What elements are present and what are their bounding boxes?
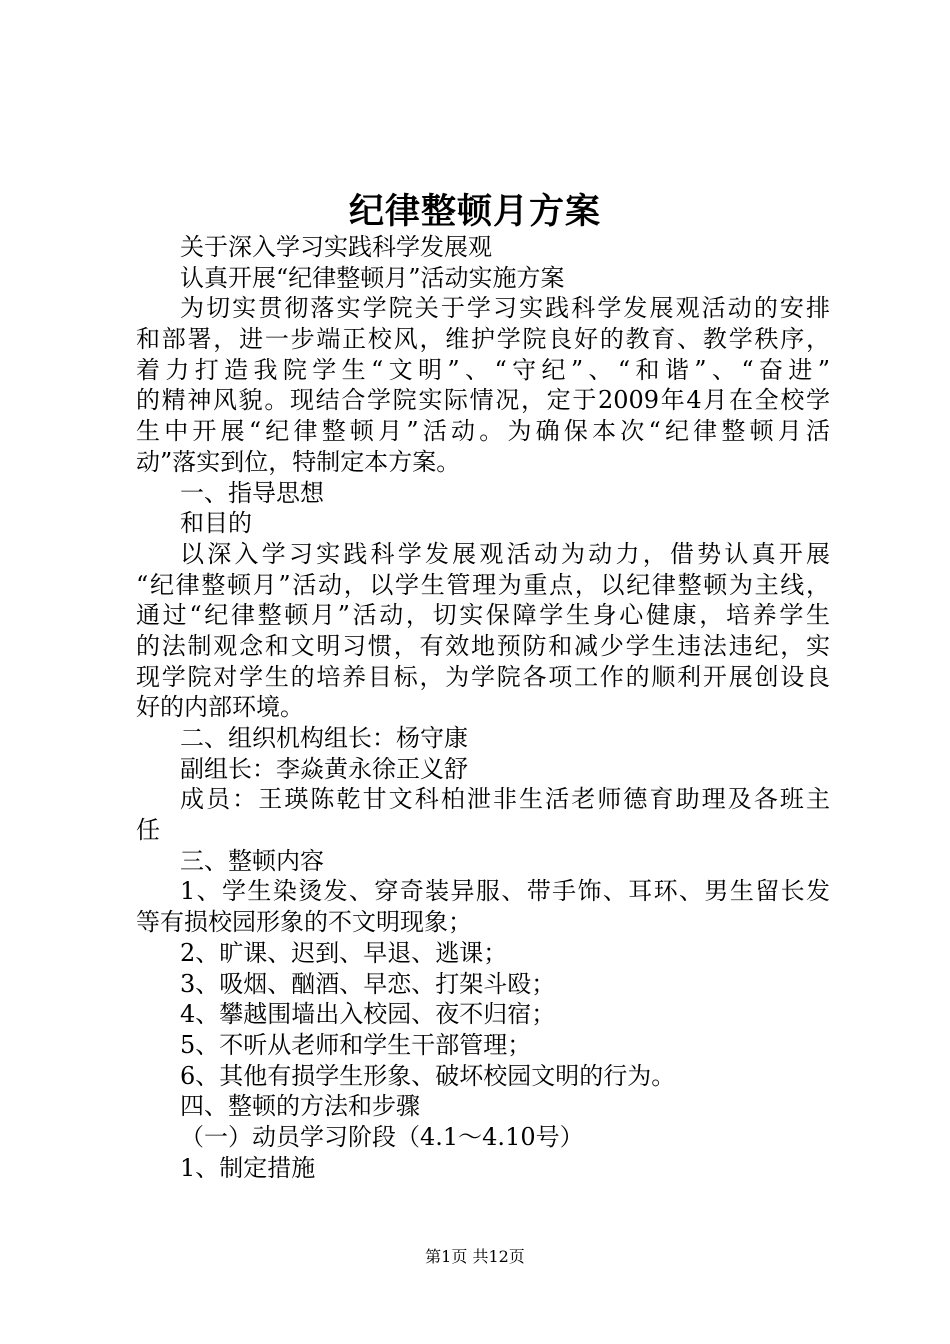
text-line: 等有损校园形象的不文明现象； bbox=[136, 908, 472, 937]
document-title: 纪律整顿月方案 bbox=[348, 191, 601, 232]
text-line: 和部署，进一步端正校风，维护学院良好的教育、教学秩序， bbox=[136, 325, 830, 354]
text-line: 的精神风貌。现结合学院实际情况，定于2009年4月在全校学 bbox=[136, 386, 830, 415]
page-footer: 第1页 共12页 bbox=[425, 1247, 525, 1266]
text-line: 6、其他有损学生形象、破坏校园文明的行为。 bbox=[180, 1061, 676, 1090]
text-line: 4、攀越围墙出入校园、夜不归宿； bbox=[180, 1000, 556, 1029]
text-line: 任 bbox=[136, 816, 160, 845]
document-body bbox=[136, 232, 830, 1183]
text-line: 二、组织机构组长：杨守康 bbox=[180, 724, 468, 752]
text-line: 以深入学习实践科学发展观活动为动力，借势认真开展 bbox=[180, 539, 830, 568]
text-line: 三、整顿内容 bbox=[180, 846, 324, 875]
text-line: 四、整顿的方法和步骤 bbox=[180, 1092, 420, 1121]
text-line: 动”落实到位，特制定本方案。 bbox=[136, 447, 461, 476]
text-line: 和目的 bbox=[180, 509, 252, 538]
text-line: 5、不听从老师和学生干部管理； bbox=[180, 1030, 532, 1059]
text-line: 3、吸烟、酗酒、早恋、打架斗殴； bbox=[180, 969, 556, 998]
text-line: 副组长：李焱黄永徐正义舒 bbox=[180, 754, 468, 783]
text-line: 1、制定措施 bbox=[180, 1153, 316, 1182]
text-line: 现学院对学生的培养目标，为学院各项工作的顺利开展创设良 bbox=[136, 662, 830, 691]
text-line: 着力打造我院学生“文明”、“守纪”、“和谐”、“奋进” bbox=[136, 355, 830, 384]
text-line: 的法制观念和文明习惯，有效地预防和减少学生违法违纪，实 bbox=[136, 631, 830, 660]
text-line: 2、旷课、迟到、早退、逃课； bbox=[180, 938, 508, 967]
text-line: 成员：王瑛陈乾甘文科柏泄非生活老师德育助理及各班主 bbox=[180, 785, 830, 814]
text-line: 生中开展“纪律整顿月”活动。为确保本次“纪律整顿月活 bbox=[136, 417, 830, 446]
text-line: 通过“纪律整顿月”活动，切实保障学生身心健康，培养学生 bbox=[136, 601, 830, 630]
text-line: 关于深入学习实践科学发展观 bbox=[180, 233, 492, 261]
text-line: 为切实贯彻落实学院关于学习实践科学发展观活动的安排 bbox=[180, 294, 830, 323]
text-line: 一、指导思想 bbox=[180, 478, 324, 507]
text-line: 好的内部环境。 bbox=[136, 693, 304, 722]
text-line: 认真开展“纪律整顿月”活动实施方案 bbox=[180, 263, 565, 292]
text-line: （一）动员学习阶段（4.1～4.10号） bbox=[180, 1122, 584, 1151]
text-line: 1、学生染烫发、穿奇装异服、带手饰、耳环、男生留长发 bbox=[180, 877, 830, 906]
text-line: “纪律整顿月”活动，以学生管理为重点，以纪律整顿为主线， bbox=[136, 570, 830, 599]
